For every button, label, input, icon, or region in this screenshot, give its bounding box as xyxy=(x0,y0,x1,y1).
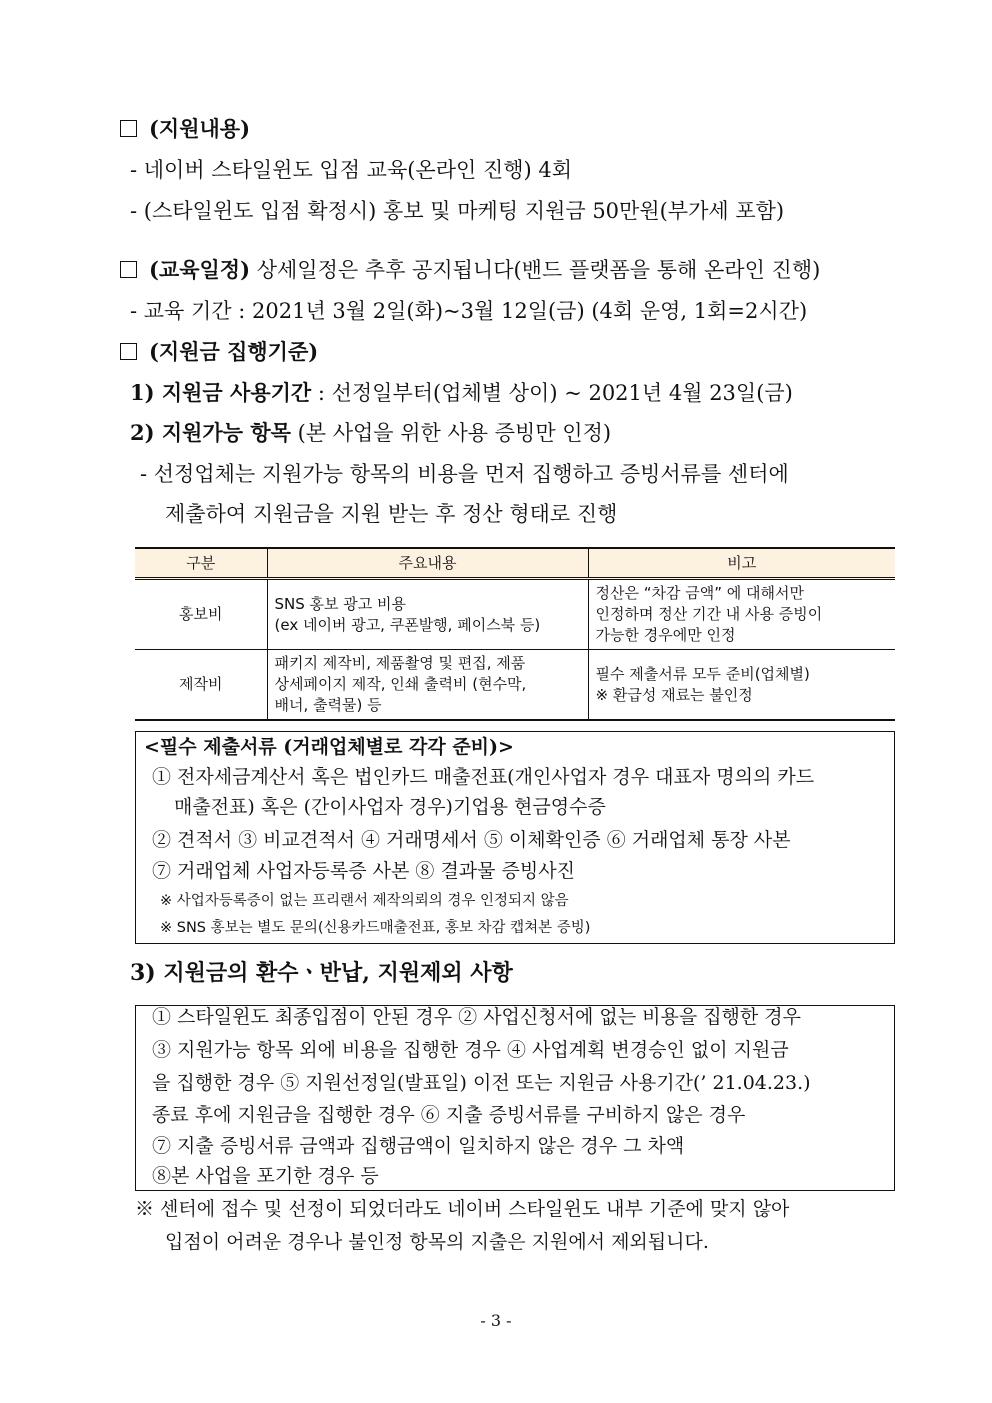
table-cell-note: 정산은 “차감 금액” 에 대해서만 인정하며 정산 기간 내 사용 증빙이 가능한 경우에만 인정 xyxy=(588,579,895,650)
required-documents-line: ① 전자세금계산서 혹은 법인카드 매출전표(개인사업자 경우 대표자 명의의 카드 xyxy=(152,766,815,788)
required-documents-line: 매출전표) 혹은 (간이사업자 경우)기업용 현금영수증 xyxy=(174,796,606,818)
support-content-item: - 네이버 스타일윈도 입점 교육(온라인 진행) 4회 xyxy=(130,158,573,182)
refund-line: ⑧본 사업을 포기한 경우 등 xyxy=(152,1165,379,1187)
refund-conditions-box xyxy=(135,1005,895,1191)
required-documents-note: ※ SNS 홍보는 별도 문의(신용카드매출전표, 홍보 차감 캡쳐본 증빙) xyxy=(160,920,591,936)
table-header-content: 주요내용 xyxy=(267,548,588,579)
table-row xyxy=(135,579,895,650)
section-heading-criteria: (지원금 집행기준) xyxy=(120,337,318,367)
table-header-note: 비고 xyxy=(588,548,895,579)
support-items-table xyxy=(135,547,895,721)
criteria-note-line: 제출하여 지원금을 지원 받는 후 정산 형태로 진행 xyxy=(165,502,618,526)
required-documents-box xyxy=(135,731,895,944)
refund-line: ① 스타일윈도 최종입점이 안된 경우 ② 사업신청서에 없는 비용을 집행한 경우 xyxy=(152,1006,802,1028)
schedule-item: - 교육 기간 : 2021년 3월 2일(화)~3월 12일(금) (4회 운영, 1회=2시간) xyxy=(130,299,808,323)
refund-heading: 3) 지원금의 환수ㆍ반납, 지원제외 사항 xyxy=(130,960,513,986)
table-row xyxy=(135,650,895,721)
page-number: - 3 - xyxy=(480,1311,512,1330)
refund-line: 을 집행한 경우 ⑤ 지원선정일(발표일) 이전 또는 지원금 사용기간(’ 21.04.23.) xyxy=(152,1072,811,1094)
table-cell-content: 패키지 제작비, 제품촬영 및 편집, 제품 상세페이지 제작, 인쇄 출력비 (현수막, 배너, 출력물) 등 xyxy=(267,650,588,721)
table-cell-category: 홍보비 xyxy=(135,579,267,650)
section-heading-schedule: (교육일정) 상세일정은 추후 공지됩니다(밴드 플랫폼을 통해 온라인 진행) xyxy=(120,255,820,285)
required-documents-title: <필수 제출서류 (거래업체별로 각각 준비)> xyxy=(144,736,514,758)
refund-line: ③ 지원가능 항목 외에 비용을 집행한 경우 ④ 사업계획 변경승인 없이 지원금 xyxy=(152,1039,789,1061)
criteria-note-line: - 선정업체는 지원가능 항목의 비용을 먼저 집행하고 증빙서류를 센터에 xyxy=(140,462,789,486)
square-bullet-icon xyxy=(120,120,137,137)
table-cell-category: 제작비 xyxy=(135,650,267,721)
required-documents-line: ② 견적서 ③ 비교견적서 ④ 거래명세서 ⑤ 이체확인증 ⑥ 거래업체 통장 사본 xyxy=(152,829,791,851)
support-content-item: - (스타일윈도 입점 확정시) 홍보 및 마케팅 지원금 50만원(부가세 포함) xyxy=(130,199,785,223)
square-bullet-icon xyxy=(120,343,137,360)
square-bullet-icon xyxy=(120,261,137,278)
table-header-category: 구분 xyxy=(135,548,267,579)
required-documents-note: ※ 사업자등록증이 없는 프리랜서 제작의뢰의 경우 인정되지 않음 xyxy=(160,893,569,909)
required-documents-line: ⑦ 거래업체 사업자등록증 사본 ⑧ 결과물 증빙사진 xyxy=(152,860,575,882)
section-heading-support-content: (지원내용) xyxy=(120,114,250,144)
criteria-item-eligible: 2) 지원가능 항목 (본 사업을 위한 사용 증빙만 인정) xyxy=(130,420,612,445)
table-header-row xyxy=(135,548,895,579)
table-cell-note: 필수 제출서류 모두 준비(업체별) ※ 환급성 재료는 불인정 xyxy=(588,650,895,721)
final-note-line: 입점이 어려운 경우나 불인정 항목의 지출은 지원에서 제외됩니다. xyxy=(165,1231,709,1253)
final-note-line: ※ 센터에 접수 및 선정이 되었더라도 네이버 스타일윈도 내부 기준에 맞지 않아 xyxy=(135,1198,790,1220)
criteria-item-period: 1) 지원금 사용기간 : 선정일부터(업체별 상이) ~ 2021년 4월 23일(금) xyxy=(130,380,793,405)
table-cell-content: SNS 홍보 광고 비용 (ex 네이버 광고, 쿠폰발행, 페이스북 등) xyxy=(267,579,588,650)
refund-line: 종료 후에 지원금을 집행한 경우 ⑥ 지출 증빙서류를 구비하지 않은 경우 xyxy=(152,1104,746,1126)
refund-line: ⑦ 지출 증빙서류 금액과 집행금액이 일치하지 않은 경우 그 차액 xyxy=(152,1135,685,1157)
